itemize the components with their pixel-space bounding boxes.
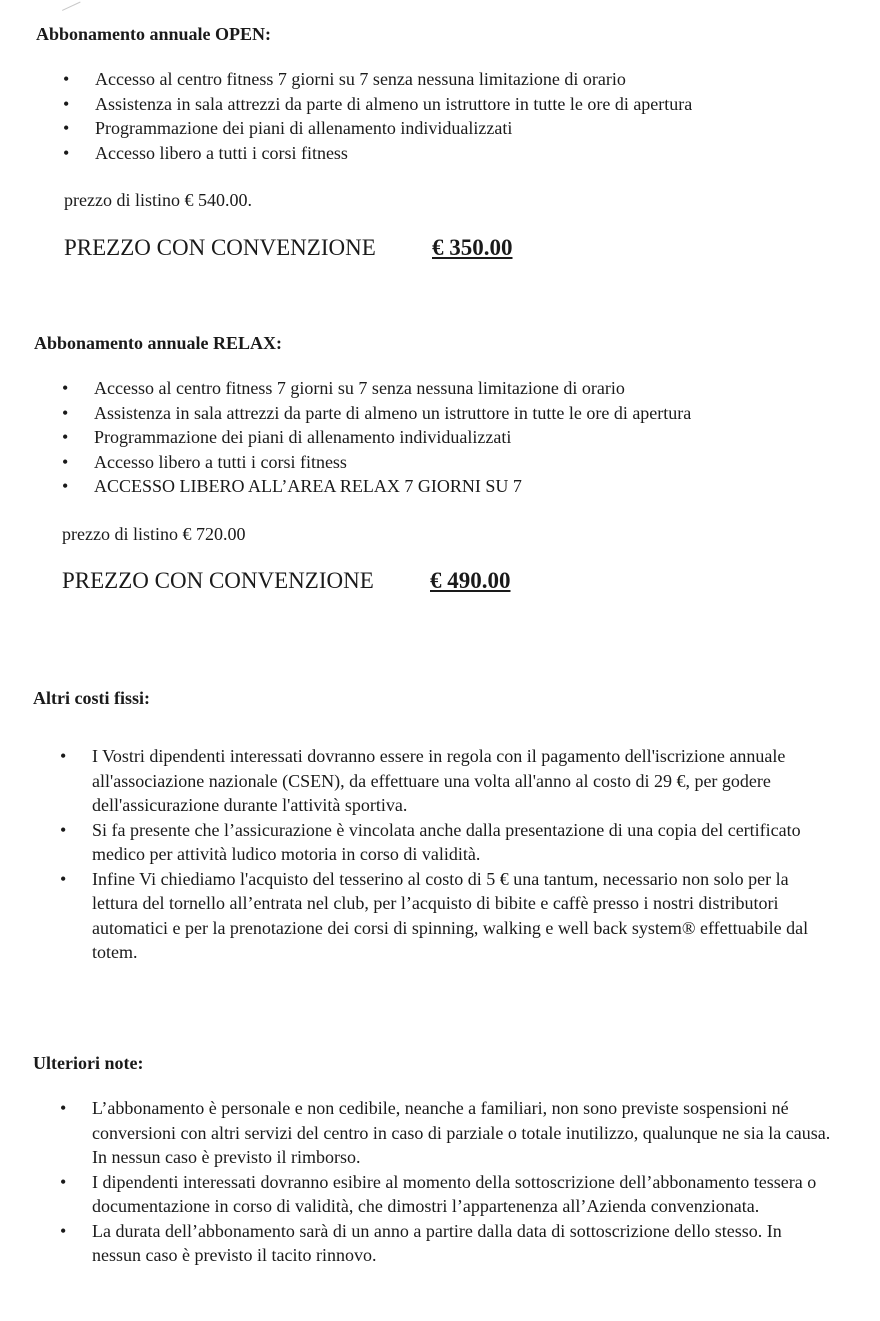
scan-mark: [59, 0, 80, 11]
open-features-list: [63, 67, 823, 165]
relax-convention-price: € 490.00: [430, 568, 511, 593]
list-item: • Accesso al centro fitness 7 giorni su 7 senza nessuna limitazione di orario: [63, 67, 823, 92]
relax-list-price: prezzo di listino € 720.00: [62, 524, 246, 544]
list-item: • I dipendenti interessati dovranno esibire al momento della sottoscrizione dell’abbonamento tessera o documentazione in corso di validità, che dimostri l’appartenenza all’Azienda convenzionata.: [60, 1170, 835, 1219]
list-item: • Assistenza in sala attrezzi da parte di almeno un istruttore in tutte le ore di apertura: [62, 401, 822, 426]
list-item: • Programmazione dei piani di allenamento individualizzati: [63, 116, 823, 141]
list-item: • I Vostri dipendenti interessati dovranno essere in regola con il pagamento dell'iscrizione annuale all'associazione nazionale (CSEN), da effettuare una volta all'anno al costo di 29 €, per godere dell'assicurazione durante l'attività sportiva.: [60, 744, 835, 818]
list-item: • Si fa presente che l’assicurazione è vincolata anche dalla presentazione di una copia del certificato medico per attività ludico motoria in corso di validità.: [60, 818, 835, 867]
open-list-price: prezzo di listino € 540.00.: [64, 190, 252, 210]
list-item: • Programmazione dei piani di allenamento individualizzati: [62, 425, 822, 450]
list-item: • ACCESSO LIBERO ALL’AREA RELAX 7 GIORNI SU 7: [62, 474, 822, 499]
relax-convention-row: [62, 568, 511, 594]
list-item: • Infine Vi chiediamo l'acquisto del tesserino al costo di 5 € una tantum, necessario non solo per la lettura del tornello all’entrata nel club, per l’acquisto di bibite e caffè presso i nostri distributori automatici e per la prenotazione dei corsi di spinning, walking e well back system® effettuabile dal totem.: [60, 867, 835, 965]
list-item: • L’abbonamento è personale e non cedibile, neanche a familiari, non sono previste sospensioni né conversioni con altri servizi del centro in caso di parziale o totale inutilizzo, qualunque ne sia la causa. In nessun caso è previsto il rimborso.: [60, 1096, 835, 1170]
open-convention-label: PREZZO CON CONVENZIONE: [64, 235, 376, 260]
notes-list: [60, 1096, 835, 1268]
list-item: • Accesso al centro fitness 7 giorni su 7 senza nessuna limitazione di orario: [62, 376, 822, 401]
open-convention-price: € 350.00: [432, 235, 513, 260]
relax-heading: Abbonamento annuale RELAX:: [34, 333, 283, 353]
list-item: • Assistenza in sala attrezzi da parte di almeno un istruttore in tutte le ore di apertura: [63, 92, 823, 117]
open-heading: Abbonamento annuale OPEN:: [36, 24, 272, 44]
list-item: • Accesso libero a tutti i corsi fitness: [62, 450, 822, 475]
notes-heading: Ulteriori note:: [33, 1053, 144, 1073]
relax-convention-label: PREZZO CON CONVENZIONE: [62, 568, 374, 593]
fixed-costs-heading: Altri costi fissi:: [33, 688, 150, 708]
list-item: • La durata dell’abbonamento sarà di un anno a partire dalla data di sottoscrizione dello stesso. In nessun caso è previsto il tacito rinnovo.: [60, 1219, 835, 1268]
list-item: • Accesso libero a tutti i corsi fitness: [63, 141, 823, 166]
fixed-costs-list: [60, 744, 835, 965]
open-convention-row: [64, 235, 513, 261]
relax-features-list: [62, 376, 822, 499]
